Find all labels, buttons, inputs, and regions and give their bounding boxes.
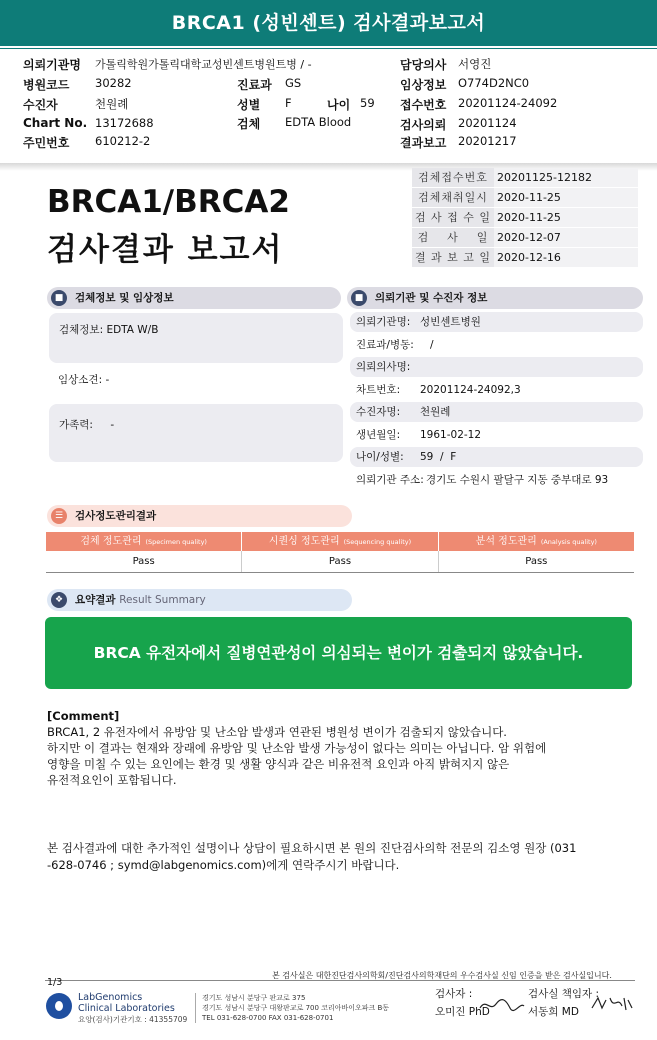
requester-row: 의뢰의사명: <box>350 357 643 377</box>
qc-header: 분석 정도관리 (Analysis quality) <box>475 536 597 547</box>
specimen-info-text: 검체정보: EDTA W/B <box>59 324 159 336</box>
clinical-finding: 임상소견: - <box>58 374 110 386</box>
date-row <box>412 228 638 248</box>
specimen-info-box <box>49 313 343 363</box>
result-summary-banner: BRCA 유전자에서 질병연관성이 의심되는 변이가 검출되지 않았습니다. <box>45 617 632 689</box>
qc-value: Pass <box>242 551 438 572</box>
clinical-value: O774D2NC0 <box>458 76 530 90</box>
date-key: 검체접수번호 <box>412 168 494 187</box>
lock-icon: ■ <box>351 290 367 306</box>
family-history-box <box>49 404 343 462</box>
patient-label: 수진자 <box>23 98 58 112</box>
lab-head-label: 검사실 책임자 : <box>528 988 600 1000</box>
date-key: 검 사 접 수 일 <box>412 208 494 227</box>
receipt-value: 20201124-24092 <box>458 96 558 110</box>
comment-line: 유전적요인이 포함됩니다. <box>47 773 177 787</box>
requester-row: 생년월일: 1961-02-12 <box>356 428 482 441</box>
age-value: 59 <box>360 96 375 110</box>
ribbon-icon: ❖ <box>51 592 67 608</box>
request-label: 검사의뢰 <box>400 118 447 132</box>
institution-value: 가톨릭학원가톨릭대학교성빈센트병원트병 / - <box>95 58 312 71</box>
header-info <box>0 52 657 164</box>
page-number: 1/3 <box>47 977 63 988</box>
date-key: 검 사 일 <box>412 228 494 247</box>
qc-header-row <box>46 532 634 551</box>
requester-section-title: 의뢰기관 및 수진자 정보 <box>375 292 488 304</box>
family-history-label: 가족력: <box>59 419 93 431</box>
date-row <box>412 208 638 228</box>
tester-signature <box>478 996 526 1014</box>
institution-label: 의뢰기관명 <box>23 58 81 72</box>
date-value: 20201125-12182 <box>494 168 638 187</box>
dept-value: GS <box>285 76 302 90</box>
date-value: 2020-11-25 <box>494 188 638 207</box>
lab-head-name: 서동희 MD <box>528 1006 579 1018</box>
requester-row: 차트번호: 20201124-24092,3 <box>356 383 521 396</box>
qc-header: 검체 정도관리 (Specimen quality) <box>46 532 242 551</box>
date-row <box>412 248 638 268</box>
dates-table <box>412 168 638 268</box>
receipt-label: 접수번호 <box>400 98 447 112</box>
comment-line: BRCA1, 2 유전자에서 유방암 및 난소암 발생과 연관된 병원성 변이가 검출되지 않았습니다. <box>47 725 507 739</box>
date-row <box>412 188 638 208</box>
requester-section-header <box>347 287 643 309</box>
date-value: 2020-12-16 <box>494 248 638 267</box>
qc-section-title: 검사정도관리결과 <box>75 510 157 522</box>
date-value: 2020-11-25 <box>494 208 638 227</box>
comment-block <box>47 708 637 788</box>
sex-label: 성별 <box>237 98 261 112</box>
request-value: 20201124 <box>458 116 517 130</box>
age-label: 나이 <box>327 98 351 112</box>
rrn-label: 주민번호 <box>23 136 70 150</box>
big-title-line1: BRCA1/BRCA2 <box>47 184 290 220</box>
qc-value-row <box>46 551 634 573</box>
report-value: 20201217 <box>458 134 517 148</box>
lock-icon: ■ <box>51 290 67 306</box>
tester-name: 오미진 PhD <box>435 1006 490 1018</box>
specimen-section-header <box>47 287 341 309</box>
report-title-bar: BRCA1 (성빈센트) 검사결과보고서 <box>0 0 657 46</box>
report-big-title <box>47 178 290 274</box>
doctor-label: 담당의사 <box>400 58 447 72</box>
rrn-value: 610212-2 <box>95 134 151 148</box>
requester-row: 수진자명: 천원례 <box>350 402 643 422</box>
chart-value: 13172688 <box>95 116 154 130</box>
summary-section-header <box>47 589 352 611</box>
qc-value: Pass <box>525 556 548 567</box>
date-key: 검체채취일시 <box>412 188 494 207</box>
qc-section-header <box>47 505 352 527</box>
date-row <box>412 168 638 188</box>
big-title-line2: 검사결과 보고서 <box>47 232 284 268</box>
labgenomics-logo-icon <box>46 993 72 1019</box>
date-value: 2020-12-07 <box>494 228 638 247</box>
contact-line: 본 검사결과에 대한 추가적인 설명이나 상담이 필요하시면 본 원의 진단검사의학 전문의 김소영 원장 (031 <box>47 841 577 855</box>
requester-row: 의뢰기관명: 성빈센트병원 <box>350 312 643 332</box>
contact-block <box>47 840 643 874</box>
hospital-code-value: 30282 <box>95 76 132 90</box>
sex-value: F <box>285 96 292 110</box>
institution-code: 요양(검사)기관기호 : 41355709 <box>78 1015 188 1024</box>
date-key: 결 과 보 고 일 <box>412 248 494 267</box>
dept-label: 진료과 <box>237 78 272 92</box>
clipboard-icon: ☰ <box>51 508 67 524</box>
lab-name: LabGenomics Clinical Laboratories <box>78 992 175 1014</box>
contact-line: -628-0746 ; symd@labgenomics.com)에게 연락주시기 바랍니다. <box>47 858 400 872</box>
patient-value: 천원례 <box>95 97 129 111</box>
requester-info <box>350 312 643 492</box>
lab-address: 경기도 성남시 분당구 판교로 375 경기도 성남시 분당구 대왕판교로 700 코리아바이오파크 B동 TEL 031-628-0700 FAX 031-628-0701 <box>195 993 389 1023</box>
report-label: 결과보고 <box>400 136 447 150</box>
specimen-section-title: 검체정보 및 임상정보 <box>75 292 174 304</box>
tester-label: 검사자 : <box>435 988 473 1000</box>
comment-line: 영향을 미칠 수 있는 요인에는 환경 및 생활 양식과 같은 비유전적 요인과 아직 밝혀지지 않은 <box>47 757 510 771</box>
specimen-label: 검체 <box>237 117 261 131</box>
footer-divider <box>45 980 635 981</box>
requester-row: 진료과/병동: / <box>356 338 434 351</box>
requester-row: 의뢰기관 주소: 경기도 수원시 팔달구 지동 중부대로 93 <box>356 473 609 486</box>
chart-label: Chart No. <box>23 116 88 130</box>
specimen-value: EDTA Blood <box>285 115 352 129</box>
clinical-label: 임상정보 <box>400 78 447 92</box>
doctor-value: 서영진 <box>458 57 492 71</box>
comment-line: 하지만 이 결과는 현재와 장래에 유방암 및 난소암 발생 가능성이 없다는 의미는 아닙니다. 암 위험에 <box>47 741 547 755</box>
accreditation-note: 본 검사실은 대한진단검사의학회/진단검사의학재단의 우수검사실 신임 인증을 받은 검사실입니다. <box>272 971 612 980</box>
hospital-code-label: 병원코드 <box>23 78 70 92</box>
qc-value: Pass <box>46 551 242 572</box>
qc-header: 시퀀싱 정도관리 (Sequencing quality) <box>242 532 438 551</box>
lab-head-signature <box>590 994 634 1014</box>
comment-heading: [Comment] <box>47 709 120 723</box>
family-history-value: - <box>110 419 115 431</box>
requester-row: 나이/성별: 59 / F <box>350 447 643 467</box>
summary-section-title: 요약결과 <box>75 594 116 606</box>
summary-section-title-en: Result Summary <box>119 594 206 606</box>
qc-table <box>46 532 634 573</box>
